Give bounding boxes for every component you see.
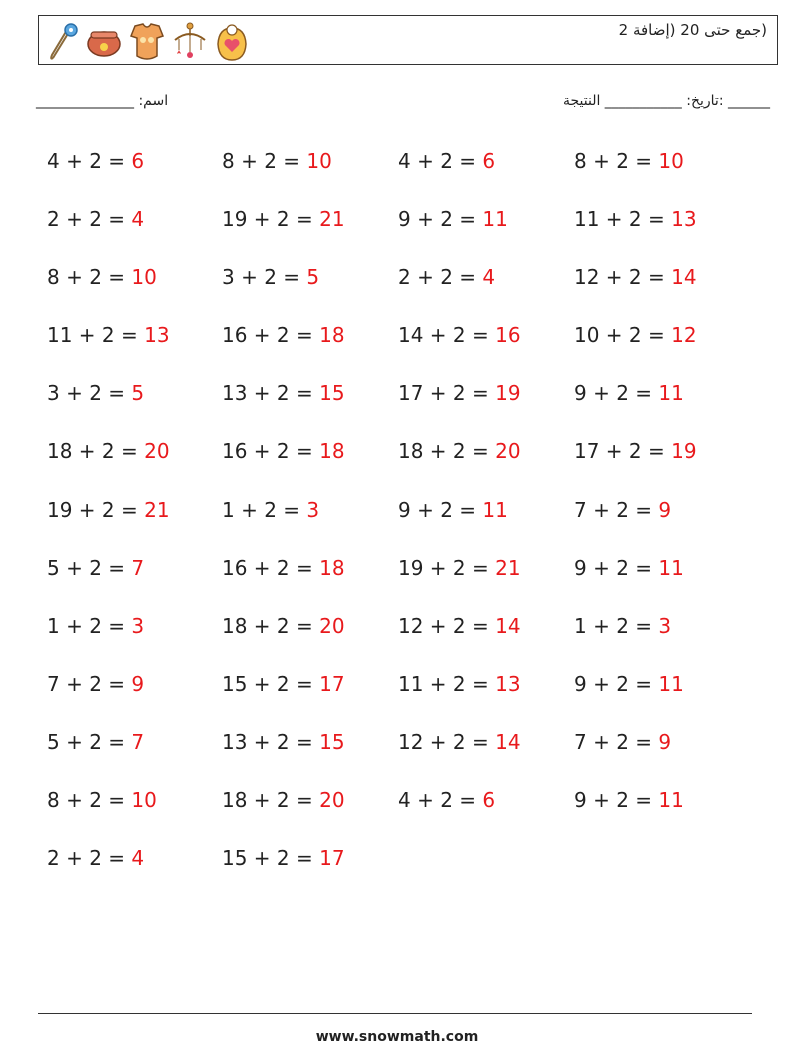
problem-item	[47, 204, 222, 262]
problem-question: 16 + 2 =	[222, 439, 320, 464]
problem-question: 14 + 2 =	[398, 323, 496, 348]
problem-question: 2 + 2 =	[47, 846, 132, 871]
problem-question: 3 + 2 =	[47, 381, 132, 406]
problem-item	[222, 146, 398, 204]
problem-question: 5 + 2 =	[47, 555, 132, 580]
problem-answer: 3	[658, 613, 672, 638]
problem-answer: 14	[495, 729, 521, 754]
problem-item	[398, 727, 574, 785]
problem-question: 19 + 2 =	[47, 497, 145, 522]
problem-question: 11 + 2 =	[398, 671, 496, 696]
problem-item	[574, 611, 747, 669]
baby-bib-icon	[215, 22, 249, 62]
problem-question: 18 + 2 =	[222, 613, 320, 638]
baby-mobile-icon	[171, 22, 209, 62]
problem-item	[47, 146, 222, 204]
problem-answer: 20	[144, 439, 170, 464]
problem-question: 12 + 2 =	[398, 613, 496, 638]
problem-answer: 15	[319, 729, 345, 754]
problem-answer: 5	[306, 265, 320, 290]
icon-strip	[47, 20, 249, 64]
problem-answer: 9	[658, 497, 672, 522]
problem-item	[222, 495, 398, 553]
problem-question: 7 + 2 =	[574, 729, 659, 754]
problem-item	[47, 320, 222, 378]
problem-answer: 18	[319, 555, 345, 580]
problem-item	[398, 669, 574, 727]
problem-item	[47, 495, 222, 553]
problem-item	[574, 495, 747, 553]
problem-question: 16 + 2 =	[222, 555, 320, 580]
problem-answer: 11	[658, 671, 684, 696]
problem-answer: 18	[319, 439, 345, 464]
problem-answer: 16	[495, 323, 521, 348]
problem-item	[222, 204, 398, 262]
problem-answer: 13	[671, 207, 697, 232]
problem-item	[398, 495, 574, 553]
problem-item	[574, 553, 747, 611]
problem-answer: 7	[131, 729, 145, 754]
problem-question: 13 + 2 =	[222, 381, 320, 406]
problem-grid	[47, 146, 747, 901]
problem-item	[47, 378, 222, 436]
problem-question: 1 + 2 =	[222, 497, 307, 522]
problem-item	[398, 262, 574, 320]
problem-question: 2 + 2 =	[398, 265, 483, 290]
worksheet-header	[38, 15, 778, 65]
problem-answer: 6	[131, 149, 145, 173]
problem-question: 1 + 2 =	[47, 613, 132, 638]
problem-item	[47, 843, 222, 901]
problem-question: 9 + 2 =	[574, 555, 659, 580]
problem-answer: 21	[495, 555, 521, 580]
problem-item	[574, 436, 747, 494]
problem-item	[222, 727, 398, 785]
problem-question: 12 + 2 =	[398, 729, 496, 754]
problem-question: 19 + 2 =	[222, 207, 320, 232]
problem-answer: 17	[319, 846, 345, 871]
problem-item	[222, 843, 398, 901]
problem-question: 9 + 2 =	[398, 497, 483, 522]
problem-question: 9 + 2 =	[574, 671, 659, 696]
problem-answer: 7	[131, 555, 145, 580]
problem-answer: 20	[319, 788, 345, 813]
problem-question: 3 + 2 =	[222, 265, 307, 290]
problem-item	[398, 611, 574, 669]
problem-item	[398, 553, 574, 611]
safety-pin-icon	[47, 22, 79, 62]
problem-answer: 18	[319, 323, 345, 348]
baby-onesie-icon	[129, 22, 165, 62]
problem-question: 5 + 2 =	[47, 729, 132, 754]
problem-answer: 10	[131, 265, 157, 290]
problem-answer: 12	[671, 323, 697, 348]
problem-answer: 13	[144, 323, 170, 348]
problem-answer: 21	[319, 207, 345, 232]
problem-question: 10 + 2 =	[574, 323, 672, 348]
problem-item	[574, 320, 747, 378]
problem-item	[574, 146, 747, 204]
problem-answer: 11	[658, 381, 684, 406]
problem-item	[574, 669, 747, 727]
problem-item	[398, 378, 574, 436]
problem-question: 1 + 2 =	[574, 613, 659, 638]
problem-answer: 20	[495, 439, 521, 464]
footer-divider	[38, 1013, 752, 1014]
problem-answer: 17	[319, 671, 345, 696]
problem-question: 9 + 2 =	[574, 788, 659, 813]
problem-question: 16 + 2 =	[222, 323, 320, 348]
problem-question: 4 + 2 =	[398, 149, 483, 173]
problem-question: 17 + 2 =	[398, 381, 496, 406]
problem-answer: 21	[144, 497, 170, 522]
problem-answer: 3	[306, 497, 320, 522]
problem-question: 8 + 2 =	[47, 788, 132, 813]
problem-item	[398, 204, 574, 262]
problem-answer: 11	[482, 207, 508, 232]
problem-question: 15 + 2 =	[222, 671, 320, 696]
problem-item	[47, 611, 222, 669]
problem-question: 9 + 2 =	[574, 381, 659, 406]
problem-answer: 5	[131, 381, 145, 406]
problem-item	[47, 436, 222, 494]
problem-question: 8 + 2 =	[574, 149, 659, 173]
name-field: اسم: ______________	[36, 93, 169, 109]
problem-item	[222, 785, 398, 843]
problem-question: 7 + 2 =	[47, 671, 132, 696]
problem-item	[398, 320, 574, 378]
problem-item	[574, 204, 747, 262]
problem-answer: 11	[482, 497, 508, 522]
problem-item	[47, 553, 222, 611]
problem-question: 18 + 2 =	[222, 788, 320, 813]
problem-item	[222, 553, 398, 611]
problem-answer: 10	[658, 149, 684, 173]
problem-item	[47, 669, 222, 727]
problem-question: 12 + 2 =	[574, 265, 672, 290]
problem-answer: 6	[482, 788, 496, 813]
problem-answer: 10	[306, 149, 332, 173]
problem-answer: 15	[319, 381, 345, 406]
problem-question: 8 + 2 =	[222, 149, 307, 173]
problem-answer: 11	[658, 788, 684, 813]
problem-item	[222, 320, 398, 378]
problem-answer: 6	[482, 149, 496, 173]
problem-answer: 10	[131, 788, 157, 813]
problem-answer: 4	[131, 846, 145, 871]
problem-item	[574, 262, 747, 320]
problem-question: 15 + 2 =	[222, 846, 320, 871]
problem-item	[222, 436, 398, 494]
problem-item	[222, 669, 398, 727]
problem-item	[574, 785, 747, 843]
problem-answer: 4	[131, 207, 145, 232]
problem-question: 9 + 2 =	[398, 207, 483, 232]
baby-bowl-icon	[85, 22, 123, 62]
worksheet-title: (جمع حتى 20 (إضافة 2	[618, 21, 767, 39]
problem-question: 11 + 2 =	[574, 207, 672, 232]
problem-item	[574, 727, 747, 785]
problem-question: 2 + 2 =	[47, 207, 132, 232]
problem-answer: 4	[482, 265, 496, 290]
problem-answer: 11	[658, 555, 684, 580]
problem-item	[398, 785, 574, 843]
problem-question: 7 + 2 =	[574, 497, 659, 522]
problem-question: 13 + 2 =	[222, 729, 320, 754]
problem-answer: 9	[131, 671, 145, 696]
problem-item	[398, 436, 574, 494]
problem-question: 4 + 2 =	[398, 788, 483, 813]
problem-question: 18 + 2 =	[398, 439, 496, 464]
problem-question: 4 + 2 =	[47, 149, 132, 173]
problem-question: 8 + 2 =	[47, 265, 132, 290]
problem-answer: 13	[495, 671, 521, 696]
problem-item	[574, 378, 747, 436]
student-info-row	[36, 93, 770, 115]
problem-answer: 20	[319, 613, 345, 638]
problem-answer: 9	[658, 729, 672, 754]
problem-question: 17 + 2 =	[574, 439, 672, 464]
problem-item	[47, 727, 222, 785]
problem-item	[47, 785, 222, 843]
problem-answer: 19	[495, 381, 521, 406]
problem-answer: 19	[671, 439, 697, 464]
problem-item	[47, 262, 222, 320]
problem-question: 19 + 2 =	[398, 555, 496, 580]
date-score-field: ______ :تاريخ: ___________ النتيجة	[562, 93, 770, 109]
problem-answer: 3	[131, 613, 145, 638]
footer-site: www.snowmath.com	[315, 1029, 479, 1045]
problem-answer: 14	[495, 613, 521, 638]
problem-item	[398, 146, 574, 204]
problem-question: 11 + 2 =	[47, 323, 145, 348]
problem-question: 18 + 2 =	[47, 439, 145, 464]
problem-item	[222, 262, 398, 320]
problem-item	[222, 378, 398, 436]
problem-answer: 14	[671, 265, 697, 290]
problem-item	[222, 611, 398, 669]
